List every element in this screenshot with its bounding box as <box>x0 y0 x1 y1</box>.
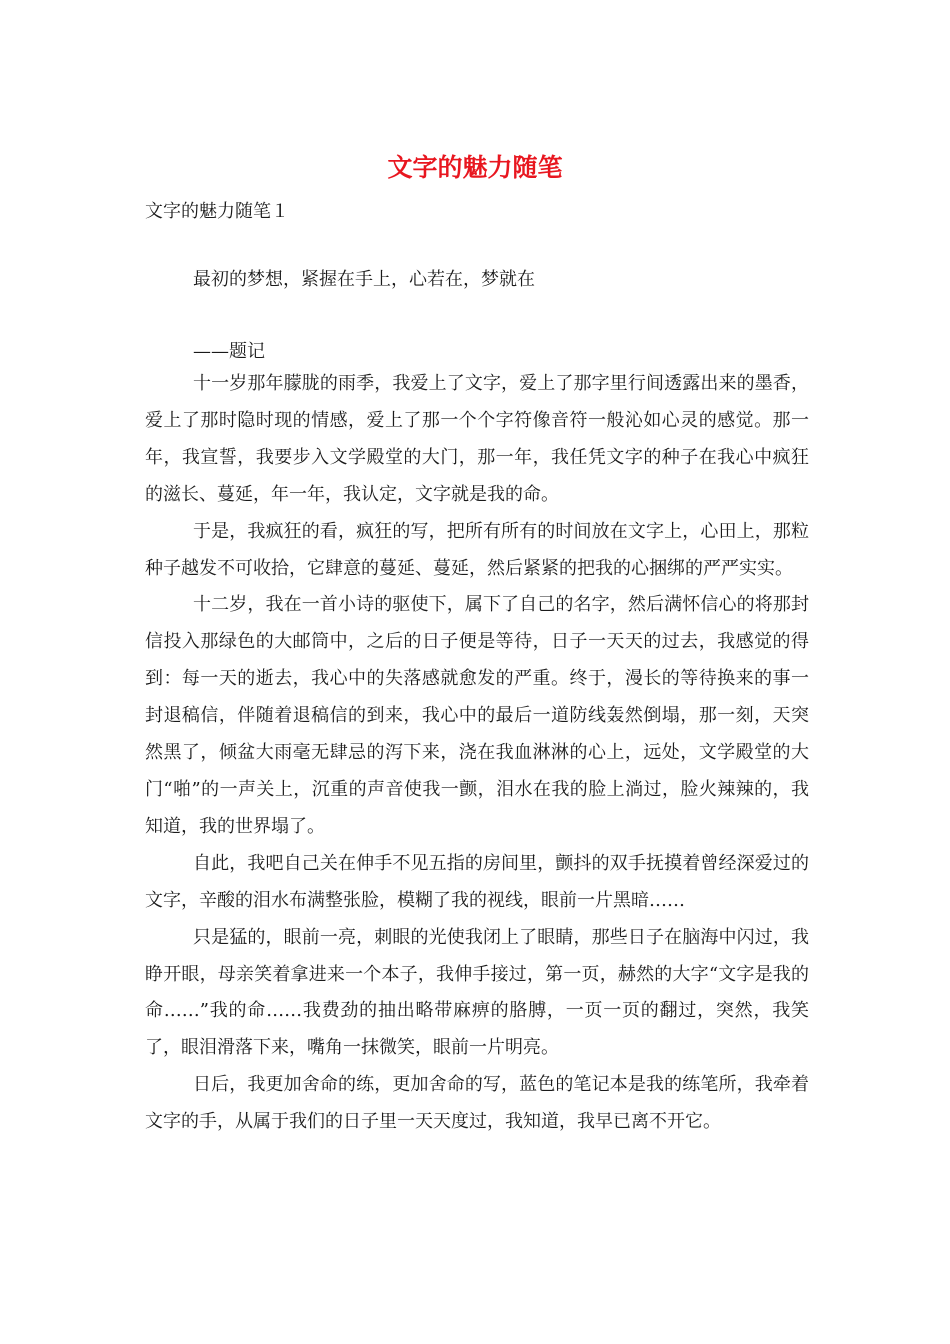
essay-body <box>145 366 809 1141</box>
paragraph: 十二岁，我在一首小诗的驱使下，属下了自己的名字，然后满怀信心的将那封信投入那绿色的大邮筒中，之后的日子便是等待，日子一天天的过去，我感觉的得到：每一天的逝去，我心中的失落感就愈发的严重。终于，漫长的等待换来的事一封退稿信，伴随着退稿信的到来，我心中的最后一道防线轰然倒塌，那一刻，天突然黑了，倾盆大雨毫无肆忌的泻下来，浇在我血淋淋的心上，远处，文学殿堂的大门“啪”的一声关上，沉重的声音使我一颤，泪水在我的脸上淌过，脸火辣辣的，我知道，我的世界塌了。 <box>145 594 809 837</box>
paragraph: 十一岁那年朦胧的雨季，我爱上了文字，爱上了那字里行间透露出来的墨香，爱上了那时隐时现的情感，爱上了那一个个字符像音符一般沁如心灵的感觉。那一年，我宣誓，我要步入文学殿堂的大门，那一年，我任凭文字的种子在我心中疯狂的滋长、蔓延，年一年，我认定，文字就是我的命。 <box>145 373 809 505</box>
section-heading: 文字的魅力随笔１ <box>145 201 289 222</box>
document-title: 文字的魅力随笔 <box>387 153 563 182</box>
epigraph: 最初的梦想，紧握在手上，心若在，梦就在 <box>193 269 535 290</box>
signature-text: ——题记 <box>193 341 265 362</box>
paragraph: 日后，我更加舍命的练，更加舍命的写，蓝色的笔记本是我的练笔所，我牵着文字的手，从属于我们的日子里一天天度过，我知道，我早已离不开它。 <box>145 1074 809 1133</box>
paragraph: 于是，我疯狂的看，疯狂的写，把所有所有的时间放在文字上，心田上，那粒种子越发不可收拾，它肆意的蔓延、蔓延，然后紧紧的把我的心捆绑的严严实实。 <box>145 520 809 579</box>
paragraph: 自此，我吧自己关在伸手不见五指的房间里，颤抖的双手抚摸着曾经深爱过的文字，辛酸的泪水布满整张脸，模糊了我的视线，眼前一片黑暗…… <box>145 852 809 911</box>
paragraph: 只是猛的，眼前一亮，刺眼的光使我闭上了眼睛，那些日子在脑海中闪过，我睁开眼，母亲笑着拿进来一个本子，我伸手接过，第一页，赫然的大字“文字是我的命……”我的命……我费劲的抽出略带麻痹的胳膊，一页一页的翻过，突然，我笑了，眼泪滑落下来，嘴角一抹微笑，眼前一片明亮。 <box>145 926 809 1059</box>
